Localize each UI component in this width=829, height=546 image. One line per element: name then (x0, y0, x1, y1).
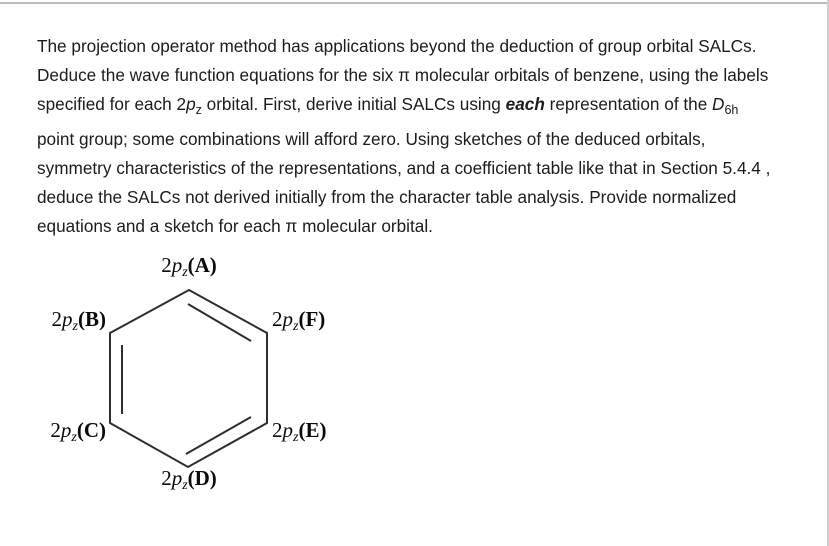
problem-statement (37, 32, 817, 241)
label-2: 2 (272, 307, 283, 331)
page-top-border (0, 2, 829, 4)
benzene-hexagon-outline (110, 290, 267, 467)
label-atom-C: (C) (76, 418, 106, 442)
problem-line-5: symmetry characteristics of the representations, and a coefficient table like that in Section 5.4.4 , (37, 158, 771, 178)
label-z-subscript: z (293, 319, 299, 334)
double-bond-AF-inner-line (188, 304, 251, 341)
label-atom-A: (A) (187, 253, 217, 277)
orbital-label-C (38, 418, 106, 450)
orbital-label-E (272, 418, 352, 450)
label-2: 2 (51, 307, 63, 331)
point-group-6h-subscript: 6h (724, 103, 739, 117)
text-segment: orbital. First, derive initial SALCs using (201, 94, 506, 114)
problem-line-3 (37, 90, 817, 125)
label-p-italic: p (282, 418, 293, 442)
orbital-p-italic: p (186, 94, 196, 114)
label-p-italic: p (282, 307, 293, 331)
label-atom-F: (F) (298, 307, 326, 331)
label-atom-D: (D) (187, 466, 217, 490)
label-2: 2 (272, 418, 283, 442)
point-group-D-italic: D (712, 94, 725, 114)
each-emphasis: each (505, 94, 545, 114)
orbital-label-F (272, 307, 352, 339)
label-p-italic: p (62, 307, 73, 331)
label-p-italic: p (171, 253, 183, 277)
label-p-italic: p (60, 418, 72, 442)
label-atom-B: (B) (78, 307, 106, 331)
orbital-label-B (38, 307, 106, 339)
text-segment: specified for each 2 (37, 94, 187, 114)
orbital-label-A (153, 253, 225, 285)
text-segment: representation of the (544, 94, 713, 114)
label-z-subscript: z (182, 265, 188, 280)
orbital-z-subscript: z (195, 103, 202, 117)
problem-line-4: point group; some combinations will afford zero. Using sketches of the deduced orbitals, (37, 129, 706, 149)
label-2: 2 (50, 418, 61, 442)
problem-line-6: deduce the SALCs not derived initially from the character table analysis. Provide normalized (37, 187, 737, 207)
label-z-subscript: z (71, 430, 77, 445)
orbital-label-D (153, 466, 225, 498)
label-z-subscript: z (72, 319, 78, 334)
label-z-subscript: z (293, 430, 299, 445)
label-atom-E: (E) (298, 418, 327, 442)
double-bond-DE-inner-line (186, 417, 251, 454)
problem-line-2: Deduce the wave function equations for the six π molecular orbitals of benzene, using the labels (37, 65, 769, 85)
label-2: 2 (161, 253, 172, 277)
problem-line-1: The projection operator method has applications beyond the deduction of group orbital SALCs. (37, 36, 757, 56)
label-2: 2 (161, 466, 172, 490)
problem-line-7: equations and a sketch for each π molecular orbital. (37, 216, 433, 236)
label-p-italic: p (171, 466, 183, 490)
label-z-subscript: z (182, 478, 188, 493)
